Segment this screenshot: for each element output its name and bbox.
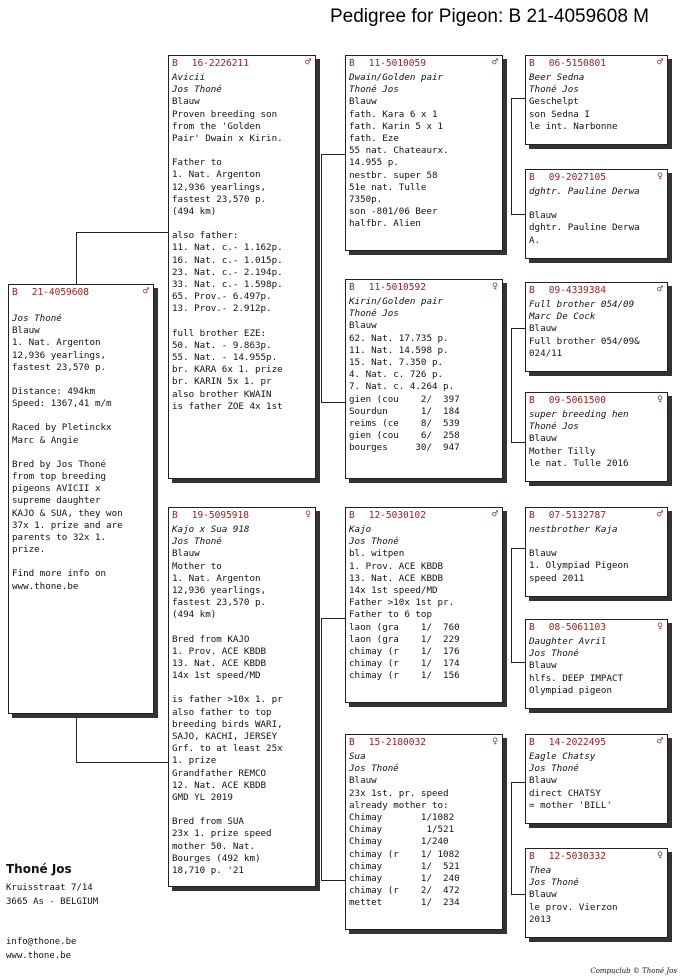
card-line: (494 km)	[172, 206, 217, 218]
card-line: Geschelpt	[529, 96, 579, 108]
card-line: chimay (r 1/ 156	[349, 670, 460, 682]
card-body	[526, 408, 667, 470]
card-line: Pair' Dwain x Kirin.	[172, 133, 283, 145]
card-line: 024/11	[529, 347, 563, 359]
card-header	[9, 285, 153, 300]
card-body	[9, 300, 153, 593]
great-grandparent-card	[525, 392, 668, 482]
card-line: chimay (r 1/ 176	[349, 646, 460, 658]
card-body	[526, 750, 667, 812]
card-line: 65. Prov.- 6.497p.	[172, 291, 272, 303]
great-grandparent-card	[525, 282, 668, 372]
card-letter: B	[349, 282, 355, 293]
card-body	[346, 71, 502, 231]
card-line: bl. witpen	[349, 548, 405, 560]
card-line: is father ZOE 4x 1st	[172, 400, 283, 412]
card-line: laon (gra 1/ 760	[349, 621, 460, 633]
card-body	[169, 523, 315, 877]
card-line: fath. Eze	[349, 133, 399, 145]
card-line: 13. Nat. ACE KBDB	[349, 572, 444, 584]
connector-line	[511, 214, 525, 215]
card-line: Blauw	[529, 210, 557, 222]
card-line: is father >10x 1. pr	[172, 694, 283, 706]
connector-line	[511, 328, 525, 329]
dam-card	[168, 507, 316, 887]
card-letter: B	[529, 851, 535, 862]
card-line: 1. prize	[172, 755, 217, 767]
card-line: Chimay 1/521	[349, 824, 455, 836]
card-line: nestbr. super 58	[349, 169, 438, 181]
card-line: GMD YL 2019	[172, 792, 233, 804]
great-grandparent-card	[525, 734, 668, 824]
card-line: Find more info on	[12, 568, 107, 580]
great-grandparent-card	[525, 169, 668, 259]
card-body	[526, 71, 667, 133]
card-line: from the 'Golden	[172, 120, 261, 132]
connector-line	[321, 618, 322, 880]
card-line: gien (cou 6/ 258	[349, 430, 460, 442]
card-line: le int. Narbonne	[529, 120, 618, 132]
ring-number: 16-2226211	[191, 58, 249, 69]
sire-card	[168, 55, 316, 479]
card-line: 1. Nat. Argenton	[172, 169, 261, 181]
ring-number: 11-5010059	[368, 58, 426, 69]
card-line: prize.	[12, 544, 46, 556]
card-line: Blauw	[529, 660, 557, 672]
card-line: Chimay 1/1082	[349, 812, 455, 824]
card-line: Jos Thoné	[349, 763, 399, 775]
ring-number: 06-5150801	[548, 58, 606, 69]
card-line: also father:	[172, 230, 239, 242]
card-line: Mother Tilly	[529, 445, 596, 457]
card-line: 7350p.	[349, 194, 383, 206]
connector-line	[511, 442, 525, 443]
card-line	[12, 374, 150, 386]
card-header	[346, 735, 502, 750]
card-line: Proven breeding son	[172, 108, 278, 120]
great-grandparent-card	[525, 55, 668, 145]
card-line: Beer Sedna	[529, 72, 585, 83]
card-header	[346, 56, 502, 71]
card-line: 11. Nat. 14.598 p.	[349, 344, 449, 356]
card-header	[346, 280, 502, 295]
card-line: fath. Karin 5 x 1	[349, 120, 444, 132]
male-icon: ♂	[491, 57, 498, 68]
card-line: A.	[529, 234, 541, 246]
card-letter: B	[172, 510, 178, 521]
card-line	[172, 682, 312, 694]
card-body	[346, 295, 502, 455]
subject-pigeon-card	[8, 284, 154, 714]
card-line: Blauw	[349, 320, 377, 332]
card-body	[526, 523, 667, 585]
card-line: 4. Nat. c. 726 p.	[349, 369, 444, 381]
card-line: Bred from KAJO	[172, 633, 250, 645]
card-body	[346, 750, 502, 910]
card-line	[12, 447, 150, 459]
card-line: also brother KWAIN	[172, 388, 272, 400]
connector-line	[511, 98, 512, 214]
card-line: Mother to	[172, 560, 222, 572]
card-line: 1. Nat. Argenton	[12, 337, 101, 349]
connector-line	[76, 232, 168, 233]
card-line: pigeons AVICII x	[12, 483, 101, 495]
connector-line	[76, 762, 168, 763]
card-header	[526, 735, 667, 750]
card-letter: B	[529, 395, 535, 406]
footer-credit: Compuclub © Thoné Jos	[590, 967, 677, 975]
ring-number: 07-5132787	[548, 510, 606, 521]
card-line: also father to top	[172, 706, 272, 718]
connector-line	[511, 548, 525, 549]
card-letter: B	[12, 287, 18, 298]
card-line: SAJO, KACHI, JERSEY	[172, 731, 278, 743]
card-line: Father >10x 1st pr.	[349, 597, 455, 609]
card-line	[529, 536, 664, 548]
card-line: Thea	[529, 865, 552, 876]
card-letter: B	[349, 58, 355, 69]
connector-line	[511, 782, 525, 783]
granddam-maternal-card	[345, 734, 503, 930]
card-line: Kajo x Sua 918	[172, 524, 250, 535]
card-line: Olympiad pigeon	[529, 684, 612, 696]
female-icon: ♀	[491, 281, 498, 292]
card-line: chimay (r 1/ 174	[349, 658, 460, 670]
card-body	[526, 635, 667, 697]
female-icon: ♀	[491, 736, 498, 747]
card-line: br. KARIN 5x 1. pr	[172, 376, 272, 388]
card-line: Blauw	[12, 325, 40, 337]
card-line: 18,710 p. '21	[172, 865, 244, 877]
card-line: (494 km)	[172, 609, 217, 621]
grandsire-maternal-card	[345, 507, 503, 703]
card-line: 12. Nat. ACE KBDB	[172, 779, 267, 791]
card-line: supreme daughter	[12, 495, 101, 507]
ring-number: 19-5095918	[191, 510, 249, 521]
card-letter: B	[349, 510, 355, 521]
card-line: Blauw	[172, 548, 200, 560]
card-line	[172, 804, 312, 816]
card-line: = mother 'BILL'	[529, 799, 612, 811]
card-header	[526, 393, 667, 408]
card-line: dghtr. Pauline Derwa	[529, 186, 640, 197]
card-line: le nat. Tulle 2016	[529, 457, 629, 469]
card-body	[346, 523, 502, 683]
card-line: speed 2011	[529, 572, 585, 584]
card-line: Thoné Jos	[349, 84, 399, 96]
card-line: Blauw	[529, 433, 557, 445]
ring-number: 09-5061500	[548, 395, 606, 406]
card-line	[12, 556, 150, 568]
card-line: dghtr. Pauline Derwa	[529, 222, 640, 234]
card-header	[526, 620, 667, 635]
card-body	[526, 298, 667, 360]
card-line	[529, 198, 664, 210]
card-line: Jos Thoné	[349, 536, 399, 548]
card-letter: B	[529, 172, 535, 183]
card-line: 23. Nat. c.- 2.194p.	[172, 266, 283, 278]
card-line: nestbrother Kaja	[529, 524, 618, 535]
connector-line	[511, 782, 512, 894]
card-line: Marc & Angie	[12, 434, 79, 446]
card-line: Grandfather REMCO	[172, 767, 267, 779]
card-line: Grf. to at least 25x	[172, 743, 283, 755]
ring-number: 09-4339384	[548, 285, 606, 296]
card-line: www.thone.be	[12, 580, 79, 592]
card-header	[346, 508, 502, 523]
connector-line	[321, 154, 345, 155]
card-line: Speed: 1367,41 m/m	[12, 398, 112, 410]
great-grandparent-card	[525, 507, 668, 597]
card-line: Sua	[349, 751, 366, 762]
card-header	[526, 283, 667, 298]
card-line: Jos Thoné	[12, 313, 62, 324]
card-line: already mother to:	[349, 799, 449, 811]
card-line: direct CHATSY	[529, 787, 601, 799]
card-line: Distance: 494km	[12, 386, 95, 398]
card-line: 14x 1st speed/MD	[172, 670, 261, 682]
card-line: 14.955 p.	[349, 157, 399, 169]
ring-number: 12-5030102	[368, 510, 426, 521]
card-line: bourges 30/ 947	[349, 442, 460, 454]
card-line: 14x 1st speed/MD	[349, 585, 438, 597]
card-line: Jos Thoné	[529, 648, 579, 660]
card-line: son -801/06 Beer	[349, 206, 438, 218]
card-line: Avicii	[172, 72, 206, 83]
card-line: parents to 32x 1.	[12, 532, 107, 544]
card-line: Raced by Pletinckx	[12, 422, 112, 434]
card-line: 55 nat. Chateaurx.	[349, 145, 449, 157]
card-line: br. KARA 6x 1. prize	[172, 364, 283, 376]
card-line: Blauw	[529, 889, 557, 901]
card-line: Jos Thoné	[172, 536, 222, 548]
card-line: chimay (r 2/ 472	[349, 885, 460, 897]
card-line: fastest 23,570 p.	[12, 361, 107, 373]
card-header	[526, 849, 667, 864]
card-line	[172, 622, 312, 634]
card-line: Jos Thoné	[529, 877, 579, 889]
card-line: 1. Nat. Argenton	[172, 572, 261, 584]
card-line: Blauw	[529, 775, 557, 787]
card-line: chimay (r 1/ 1082	[349, 848, 460, 860]
card-line: 15. Nat. 7.350 p.	[349, 357, 444, 369]
card-line: 55. Nat. - 14.955p.	[172, 352, 278, 364]
card-line: super breeding hen	[529, 409, 629, 420]
card-line: Full brother 054/09	[529, 299, 635, 310]
card-line: fath. Kara 6 x 1	[349, 108, 438, 120]
card-line: halfbr. Alien	[349, 218, 421, 230]
card-line: 1. Prov. ACE KBDB	[349, 560, 444, 572]
card-line: Kirin/Golden pair	[349, 296, 444, 307]
card-line: Blauw	[349, 775, 377, 787]
owner-address-street: Kruisstraat 7/14	[6, 883, 93, 893]
card-body	[526, 185, 667, 247]
male-icon: ♂	[656, 284, 663, 295]
card-line: reims (ce 8/ 539	[349, 418, 460, 430]
card-letter: B	[529, 510, 535, 521]
connector-line	[321, 154, 322, 402]
card-header	[169, 56, 315, 71]
card-line: gien (cou 2/ 397	[349, 393, 460, 405]
card-letter: B	[172, 58, 178, 69]
female-icon: ♀	[656, 621, 663, 632]
female-icon: ♀	[656, 171, 663, 182]
card-line	[172, 316, 312, 328]
connector-line	[511, 662, 525, 663]
card-line: 11. Nat. c.- 1.162p.	[172, 242, 283, 254]
card-line: 13. Nat. ACE KBDB	[172, 658, 267, 670]
ring-number: 11-5010592	[368, 282, 426, 293]
male-icon: ♂	[656, 57, 663, 68]
card-line	[172, 218, 312, 230]
card-line: Kajo	[349, 524, 372, 535]
connector-line	[511, 894, 525, 895]
card-line: chimay 1/ 240	[349, 873, 460, 885]
card-line: chimay 1/ 521	[349, 860, 460, 872]
ring-number: 12-5030332	[548, 851, 606, 862]
connector-line	[76, 232, 77, 284]
card-letter: B	[529, 622, 535, 633]
connector-line	[321, 880, 345, 881]
card-line	[12, 301, 150, 313]
card-line: laon (gra 1/ 229	[349, 633, 460, 645]
card-line: from top breeding	[12, 471, 107, 483]
granddam-paternal-card	[345, 279, 503, 479]
card-letter: B	[529, 737, 535, 748]
card-header	[526, 170, 667, 185]
card-line: hlfs. DEEP IMPACT	[529, 672, 624, 684]
card-letter: B	[529, 285, 535, 296]
card-line: le prov. Vierzon	[529, 901, 618, 913]
card-line: 13. Prov.- 2.912p.	[172, 303, 272, 315]
male-icon: ♂	[656, 509, 663, 520]
card-line: Thoné Jos	[349, 308, 399, 320]
connector-line	[321, 402, 345, 403]
owner-website-link[interactable]: www.thone.be	[6, 951, 72, 961]
card-line: Thoné Jos	[529, 84, 579, 96]
ring-number: 14-2022495	[548, 737, 606, 748]
card-line: full brother EZE:	[172, 327, 267, 339]
male-icon: ♂	[142, 286, 149, 297]
ring-number: 08-5061103	[548, 622, 606, 633]
page-title: Pedigree for Pigeon: B 21-4059608 M	[330, 6, 649, 27]
card-line: 7. Nat. c. 4.264 p.	[349, 381, 455, 393]
card-line: breeding birds WARI,	[172, 718, 283, 730]
card-letter: B	[529, 58, 535, 69]
card-line: son Sedna I	[529, 108, 590, 120]
ring-number: 21-4059608	[31, 287, 89, 298]
card-line: 2013	[529, 913, 552, 925]
card-line: Sourdun 1/ 184	[349, 405, 460, 417]
card-line: 1. Prov. ACE KBDB	[172, 645, 267, 657]
card-line: 16. Nat. c.- 1.015p.	[172, 254, 283, 266]
card-line: Blauw	[172, 96, 200, 108]
card-line: Jos Thoné	[529, 763, 579, 775]
card-line: 51e nat. Tulle	[349, 181, 427, 193]
connector-line	[76, 714, 77, 762]
card-line: Bourges (492 km)	[172, 852, 261, 864]
card-line: 62. Nat. 17.735 p.	[349, 332, 449, 344]
card-line: 12,936 yearlings,	[12, 349, 107, 361]
card-line	[12, 410, 150, 422]
card-line: Father to	[172, 157, 222, 169]
card-line: Blauw	[529, 323, 557, 335]
card-line: 1. Olympiad Pigeon	[529, 560, 629, 572]
connector-line	[511, 548, 512, 662]
card-line: Blauw	[529, 548, 557, 560]
female-icon: ♀	[656, 850, 663, 861]
connector-line	[511, 98, 525, 99]
card-line: 50. Nat. - 9.863p.	[172, 339, 272, 351]
great-grandparent-card	[525, 848, 668, 938]
female-icon: ♀	[304, 509, 311, 520]
card-line: mother 50. Nat.	[172, 840, 255, 852]
card-line: Daughter Avril	[529, 636, 607, 647]
ring-number: 15-2180032	[368, 737, 426, 748]
card-line: Bred by Jos Thoné	[12, 458, 107, 470]
great-grandparent-card	[525, 619, 668, 709]
card-line: 12,936 yearlings,	[172, 585, 267, 597]
card-line: Blauw	[349, 96, 377, 108]
card-line: KAJO & SUA, they won	[12, 507, 123, 519]
card-line: 33. Nat. c.- 1.598p.	[172, 279, 283, 291]
card-line: 37x 1. prize and are	[12, 519, 123, 531]
connector-line	[321, 618, 345, 619]
owner-email-link[interactable]: info@thone.be	[6, 937, 77, 947]
card-line: Chimay 1/240	[349, 836, 449, 848]
male-icon: ♂	[304, 57, 311, 68]
card-line: 12,936 yearlings,	[172, 181, 267, 193]
card-line: Marc De Cock	[529, 311, 596, 323]
card-line: Full brother 054/09&	[529, 335, 640, 347]
owner-address-city: 3665 As - BELGIUM	[6, 897, 99, 907]
card-line: mettet 1/ 234	[349, 897, 460, 909]
card-line: Father to 6 top	[349, 609, 432, 621]
female-icon: ♀	[656, 394, 663, 405]
card-line: 23x 1. prize speed	[172, 828, 272, 840]
card-header	[169, 508, 315, 523]
card-body	[169, 71, 315, 413]
card-line: Bred from SUA	[172, 816, 244, 828]
card-letter: B	[349, 737, 355, 748]
card-line: fastest 23,570 p.	[172, 597, 267, 609]
card-body	[526, 864, 667, 926]
card-line	[172, 145, 312, 157]
connector-line	[511, 328, 512, 442]
card-line: 23x 1st. pr. speed	[349, 787, 449, 799]
card-line: Thoné Jos	[529, 421, 579, 433]
card-line: Jos Thoné	[172, 84, 222, 96]
card-header	[526, 56, 667, 71]
card-line: fastest 23,570 p.	[172, 193, 267, 205]
card-line: Dwain/Golden pair	[349, 72, 444, 83]
male-icon: ♂	[656, 736, 663, 747]
grandsire-paternal-card	[345, 55, 503, 251]
male-icon: ♂	[491, 509, 498, 520]
card-header	[526, 508, 667, 523]
ring-number: 09-2027105	[548, 172, 606, 183]
owner-name: Thoné Jos	[6, 862, 72, 876]
card-line: Eagle Chatsy	[529, 751, 596, 762]
